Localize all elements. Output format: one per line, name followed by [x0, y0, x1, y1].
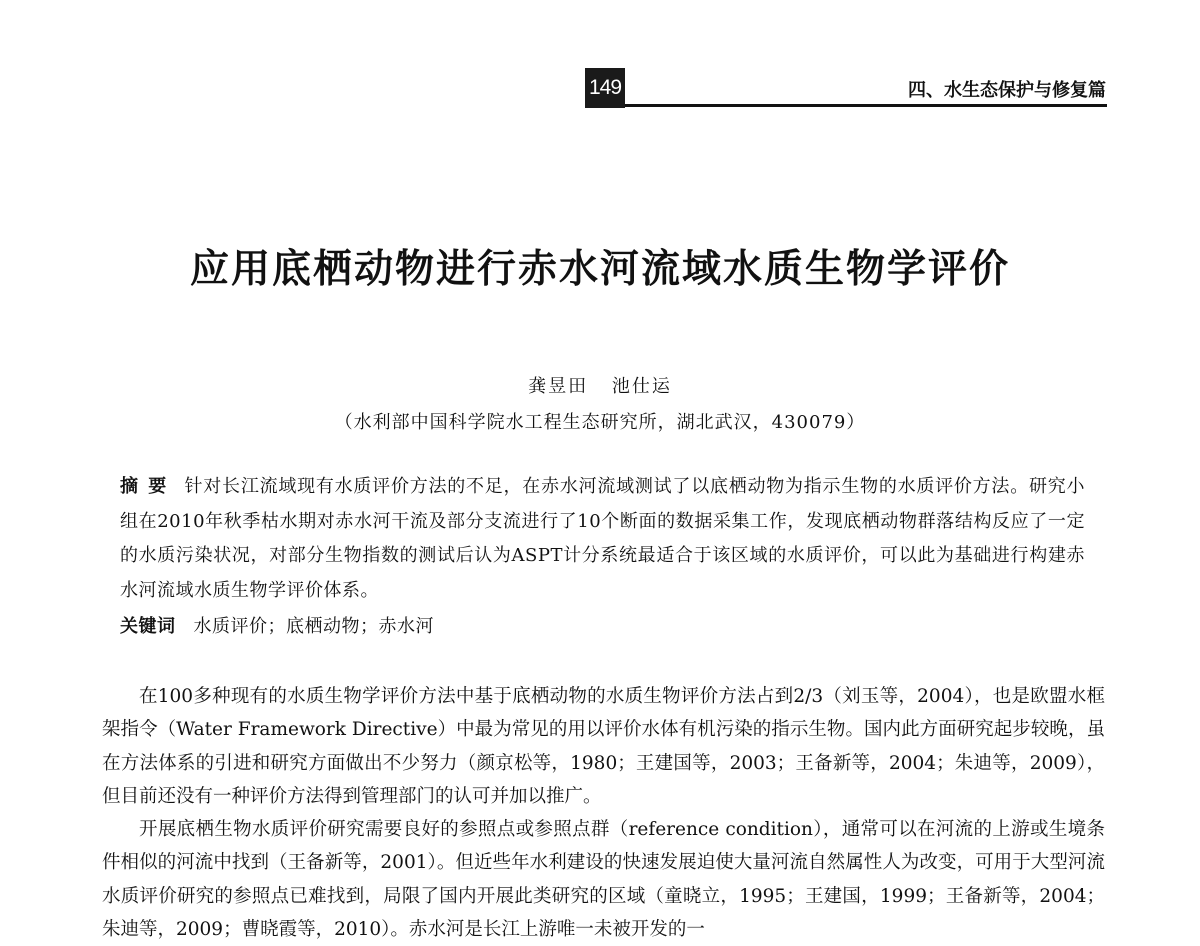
page-number: 149	[585, 68, 625, 108]
body-paragraph: 在100多种现有的水质生物学评价方法中基于底栖动物的水质生物评价方法占到2/3（刘玉等，2004），也是欧盟水框架指令（Water Framework Directive）中最为常见的用以评价水体有机污染的指示生物。国内此方面研究起步较晚，虽在方法体系的引进和研究方面做出不少努力（颜京松等，1980；王建国等，2003；王备新等，2004；朱迪等，2009），但目前还没有一种评价方法得到管理部门的认可并加以推广。	[102, 686, 1105, 807]
abstract-text: 针对长江流域现有水质评价方法的不足，在赤水河流域测试了以底栖动物为指示生物的水质评价方法。研究小组在2010年秋季枯水期对赤水河干流及部分支流进行了10个断面的数据采集工作，发现底栖动物群落结构反应了一定的水质污染状况，对部分生物指数的测试后认为ASPT计分系统最适合于该区域的水质评价，可以此为基础进行构建赤水河流域水质生物学评价体系。	[120, 476, 1085, 601]
body-paragraph: 开展底栖生物水质评价研究需要良好的参照点或参照点群（reference condition），通常可以在河流的上游或生境条件相似的河流中找到（王备新等，2001）。但近些年水利建设的快速发展迫使大量河流自然属性人为改变，可用于大型河流水质评价研究的参照点已难找到，局限了国内开展此类研究的区域（童晓立，1995；王建国，1999；王备新等，2004；朱迪等，2009；曹晓霞等，2010）。赤水河是长江上游唯一未被开发的一	[102, 819, 1105, 941]
body-text	[102, 680, 1105, 946]
abstract-label: 摘要	[120, 476, 177, 497]
article-affiliation: （水利部中国科学院水工程生态研究所，湖北武汉，430079）	[334, 412, 866, 433]
article-authors: 龚昱田 池仕运	[528, 376, 672, 397]
header-rule	[625, 104, 1107, 107]
article-title: 应用底栖动物进行赤水河流域水质生物学评价	[189, 246, 1010, 292]
keywords-text: 水质评价；底栖动物；赤水河	[193, 616, 434, 637]
abstract-block	[120, 470, 1085, 608]
keywords-label: 关键词	[120, 616, 176, 637]
section-header: 四、水生态保护与修复篇	[908, 80, 1106, 101]
keywords-block	[120, 612, 1085, 638]
